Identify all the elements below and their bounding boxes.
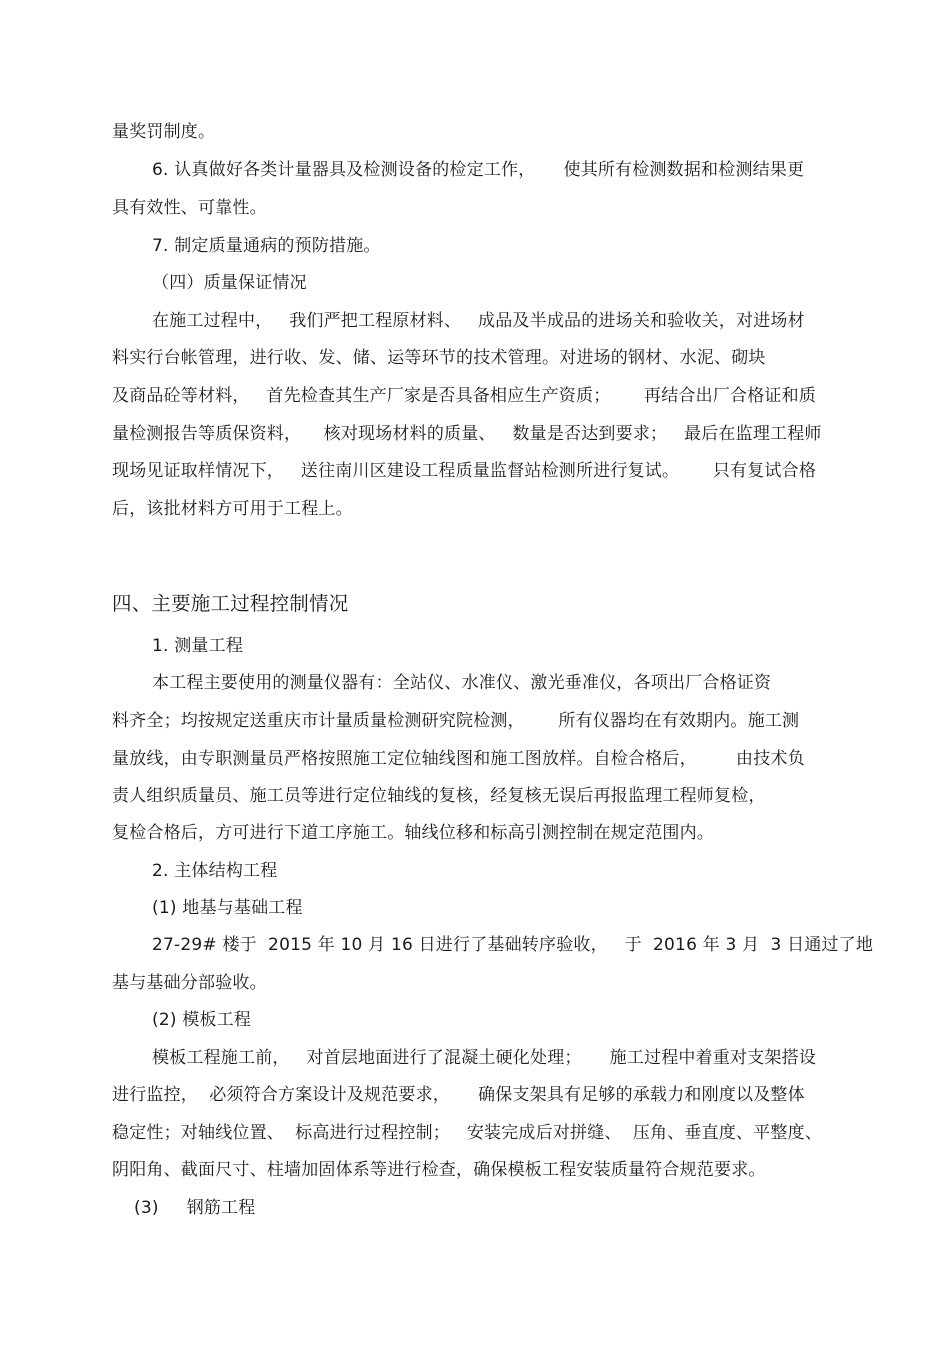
- list-item-line: 6. 认真做好各类计量器具及检测设备的检定工作， 使其所有检测数据和检测结果更: [152, 160, 805, 180]
- paragraph-line: 稳定性；对轴线位置、 标高进行过程控制； 安装完成后对拼缝、 压角、垂直度、平整度、: [112, 1123, 823, 1143]
- paragraph-line: 料实行台帐管理，进行收、发、储、运等环节的技术管理。对进场的钢材、水泥、砌块: [112, 348, 766, 368]
- paragraph-line: 及商品砼等材料， 首先检查其生产厂家是否具备相应生产资质； 再结合出厂合格证和质: [112, 386, 817, 406]
- paragraph-line: 量奖罚制度。: [112, 122, 216, 142]
- paragraph-line: 具有效性、可靠性。: [112, 198, 267, 218]
- paragraph-line: 本工程主要使用的测量仪器有：全站仪、水准仪、激光垂准仪，各项出厂合格证资: [152, 673, 772, 693]
- section-subheading: （四）质量保证情况: [152, 273, 307, 293]
- paragraph-line: 现场见证取样情况下， 送往南川区建设工程质量监督站检测所进行复试。 只有复试合格: [112, 461, 817, 481]
- paragraph-line: 基与基础分部验收。: [112, 973, 267, 993]
- sub-item-heading: (1) 地基与基础工程: [152, 898, 303, 918]
- paragraph-line: 责人组织质量员、施工员等进行定位轴线的复核，经复核无误后再报监理工程师复检，: [112, 786, 766, 806]
- subsection-heading: 2. 主体结构工程: [152, 861, 278, 881]
- paragraph-line: 27-29# 楼于 2015 年 10 月 16 日进行了基础转序验收， 于 2016 年 3 月 3 日通过了地: [152, 935, 874, 955]
- paragraph-line: 后，该批材料方可用于工程上。: [112, 499, 353, 519]
- subsection-heading: 1. 测量工程: [152, 636, 244, 656]
- sub-item-heading: (3) 钢筋工程: [134, 1198, 256, 1218]
- paragraph-line: 模板工程施工前， 对首层地面进行了混凝土硬化处理； 施工过程中着重对支架搭设: [152, 1048, 817, 1068]
- paragraph-line: 量放线，由专职测量员严格按照施工定位轴线图和施工图放样。自检合格后， 由技术负: [112, 749, 805, 769]
- sub-item-heading: (2) 模板工程: [152, 1010, 252, 1030]
- section-heading: 四、主要施工过程控制情况: [112, 592, 349, 615]
- paragraph-line: 在施工过程中， 我们严把工程原材料、 成品及半成品的进场关和验收关，对进场材: [152, 311, 805, 331]
- paragraph-line: 阴阳角、截面尺寸、柱墙加固体系等进行检查，确保模板工程安装质量符合规范要求。: [112, 1160, 766, 1180]
- paragraph-line: 料齐全；均按规定送重庆市计量质量检测研究院检测， 所有仪器均在有效期内。施工测: [112, 711, 800, 731]
- paragraph-line: 量检测报告等质保资料， 核对现场材料的质量、 数量是否达到要求； 最后在监理工程师: [112, 424, 822, 444]
- paragraph-line: 进行监控， 必须符合方案设计及规范要求， 确保支架具有足够的承载力和刚度以及整体: [112, 1085, 805, 1105]
- list-item-line: 7. 制定质量通病的预防措施。: [152, 236, 381, 256]
- paragraph-line: 复检合格后，方可进行下道工序施工。轴线位移和标高引测控制在规定范围内。: [112, 823, 714, 843]
